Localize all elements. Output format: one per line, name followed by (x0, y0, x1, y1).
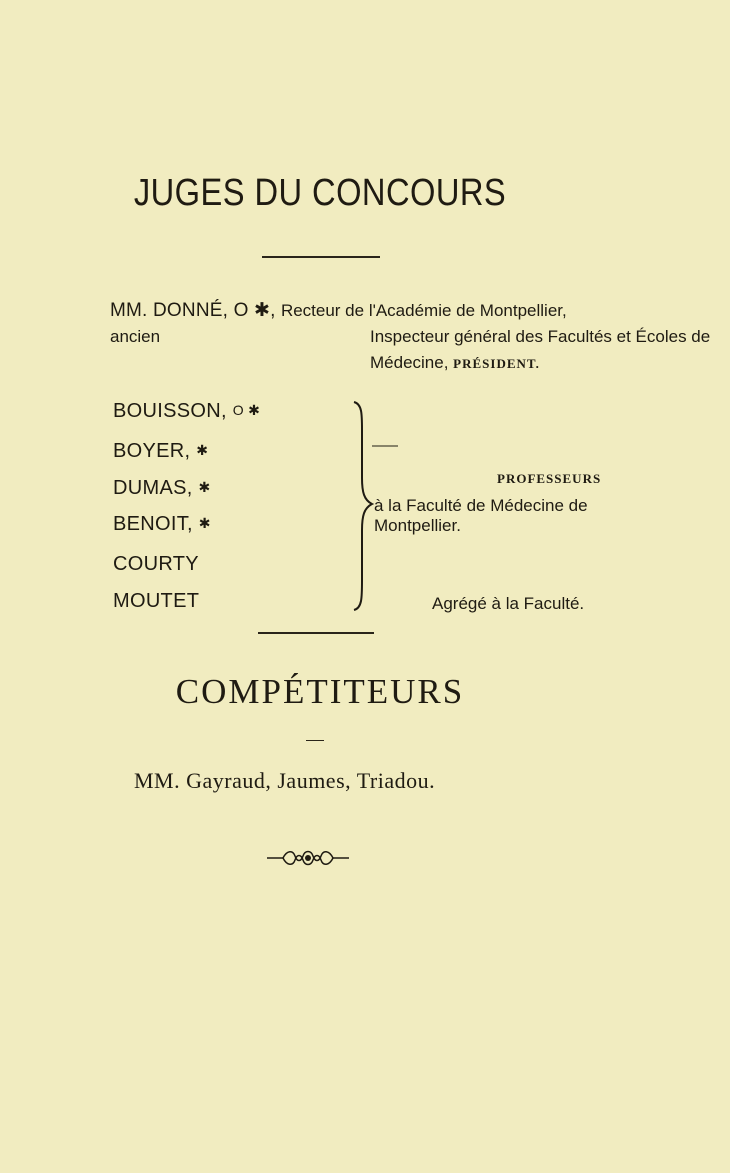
judge-name: COURTY (113, 553, 199, 575)
short-divider (306, 740, 324, 741)
divider-rule (262, 256, 380, 258)
agrege-text: Agrégé à la Faculté. (432, 594, 585, 613)
president-title-line3-text: Médecine, (370, 353, 449, 372)
divider-rule (258, 632, 374, 634)
judge-name: BOUISSON, (113, 400, 227, 422)
president-entry (110, 298, 711, 372)
decoration-icon: ✱ (196, 442, 209, 458)
judge-entry (113, 513, 211, 536)
judge-name: BENOIT, (113, 513, 193, 535)
judge-entry (113, 477, 210, 500)
decoration-icon: ✱ (198, 479, 211, 495)
judge-entry (113, 553, 199, 576)
president-title-line1: Recteur de l'Académie de Montpellier, ancien (110, 301, 567, 346)
professors-label: PROFESSEURS (497, 471, 602, 486)
page-title: JUGES DU CONCOURS (133, 172, 507, 214)
decoration-icon: O ✱ (232, 402, 261, 418)
competitors-names: MM. Gayraud, Jaumes, Triadou. (134, 768, 436, 793)
judge-entry (113, 440, 208, 463)
president-title-line3 (370, 350, 730, 377)
judge-name: DUMAS, (113, 477, 193, 499)
president-name: MM. DONNÉ, O ✱, (110, 300, 276, 321)
judge-name: MOUTET (113, 590, 200, 612)
ornament-icon (265, 844, 351, 872)
decoration-icon: ✱ (198, 515, 211, 531)
faculty-text: à la Faculté de Médecine de Montpellier. (374, 496, 588, 535)
judge-name: BOYER, (113, 440, 191, 462)
competitors-heading: COMPÉTITEURS (175, 672, 465, 711)
president-role: PRÉSIDENT. (453, 356, 540, 371)
president-title-line2: Inspecteur général des Facultés et Écoles de (370, 327, 711, 346)
judge-entry (113, 400, 260, 423)
judge-entry (113, 590, 199, 613)
